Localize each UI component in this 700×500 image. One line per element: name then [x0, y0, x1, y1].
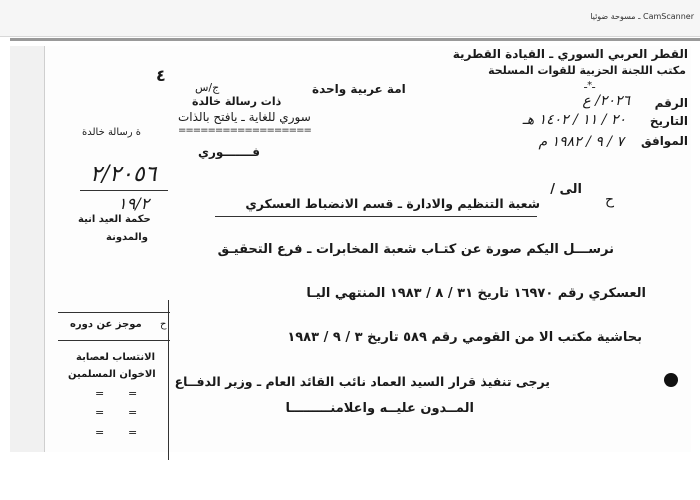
header-right-line2: مكتب اللجنة الحزبية للقوات المسلحة — [488, 64, 686, 77]
date-label: التاريخ — [649, 114, 688, 128]
left-line-a: حكمة العيد انية — [78, 214, 151, 225]
left-numeral: ٤ — [156, 66, 166, 85]
left-mark-2: = — [128, 387, 138, 400]
header-left-equals: ================== — [178, 125, 311, 136]
punch-hole-dot — [664, 373, 678, 387]
ref-label: الرقم — [654, 96, 688, 110]
header-left-line2: سوري للغاية ـ يافتح بالذات — [178, 110, 311, 124]
page-divider — [10, 38, 700, 41]
slogan: امة عربية واحدة — [312, 82, 406, 96]
body-line-5: المــدون عليــه واعلامنـــــــــا — [285, 401, 474, 416]
left-mark-5: = — [95, 426, 105, 439]
body-line-3: بحاشية مكتب الا من القومي رقم ٥٨٩ تاريخ ٣ / ٩ / ١٩٨٣ — [287, 330, 642, 345]
body-line-4: يرجى تنفيذ قرار السيد العماد نائب القائد العام ـ وزير الدفــاع — [174, 374, 550, 389]
left-row-2: الاخوان المسلمين — [68, 369, 156, 380]
header-left-line1: ذات رسالة خالدة — [192, 95, 282, 108]
left-box-top — [58, 312, 170, 313]
addressee-mark: ح — [604, 192, 614, 208]
left-box-label: موجز عن دوره — [70, 319, 142, 330]
scanner-header-bar — [0, 0, 700, 37]
left-handwritten-a: ٢/٢٠٥٦ — [90, 162, 157, 187]
left-line-b: والمدونة — [106, 232, 148, 243]
page-margin-shadow — [10, 46, 44, 452]
addressee-prefix: الى / — [550, 182, 582, 197]
left-mark-3: = — [95, 406, 105, 419]
doc-code: ج/س — [195, 81, 220, 94]
left-box-rule — [168, 300, 169, 460]
left-row-1: الانتساب لعصابة — [76, 352, 155, 363]
left-mark-4: = — [128, 406, 138, 419]
scanner-caption: CamScanner ـ مسوحة ضوئيا — [590, 12, 694, 21]
body-line-1: نرســـل اليكم صورة عن كتـاب شعبة المخابرات ـ فرع التحقيـق — [217, 242, 614, 257]
ref-value: ٢٠٢٦/ ع — [582, 93, 630, 109]
header-star: ـ*ـ — [584, 80, 595, 91]
body-line-2: العسكري رقم ١٦٩٧٠ تاريخ ٣١ / ٨ / ١٩٨٣ المنتهي اليـا — [306, 286, 646, 301]
left-handwritten-underline — [80, 190, 168, 191]
addressee-text: شعبة التنظيم والادارة ـ قسم الانضباط العسكري — [245, 196, 540, 211]
addressee-underline — [215, 216, 537, 217]
header-left-line3: فـــــــوري — [198, 145, 260, 159]
left-box-mark: ح — [160, 319, 167, 330]
left-mark-1: = — [95, 387, 105, 400]
left-title: ة رسالة خالدة — [82, 127, 142, 138]
left-handwritten-b: ١٩/٢ — [118, 194, 150, 213]
corr-value: ٧ / ٩ / ١٩٨٢ م — [538, 134, 624, 150]
header-right-line1: القطر العربي السوري ـ القيادة القطرية — [452, 47, 688, 61]
corr-label: الموافق — [641, 134, 688, 148]
left-box-mid — [58, 340, 170, 341]
date-value: ٢٠ / ١١ / ١٤٠٢ هـ — [522, 112, 626, 128]
left-mark-6: = — [128, 426, 138, 439]
